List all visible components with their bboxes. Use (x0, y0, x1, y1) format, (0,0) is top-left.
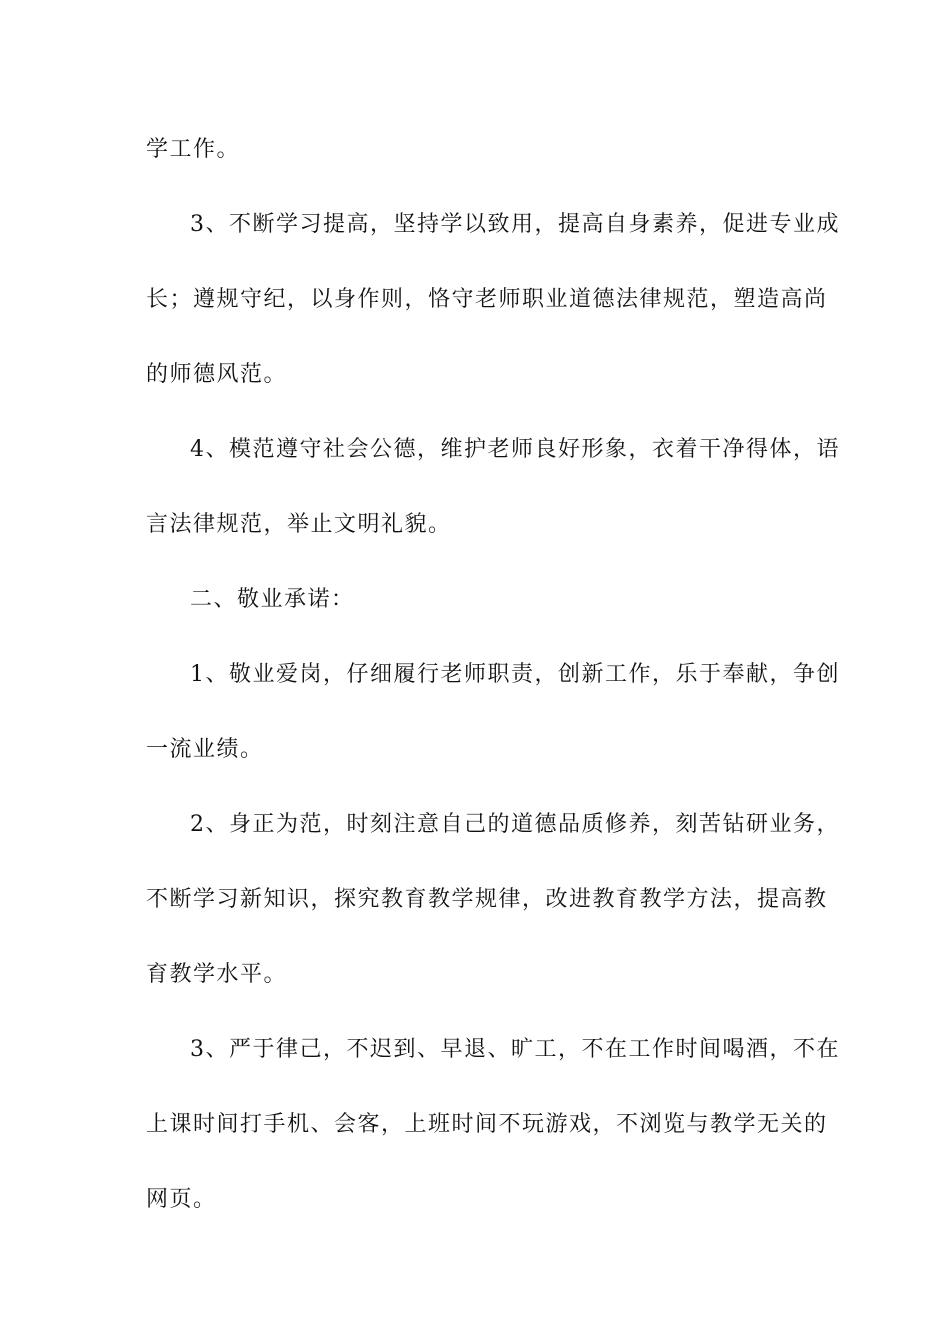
text-line: 不断学习新知识，探究教育教学规律，改进教育教学方法，提高教 (146, 887, 828, 912)
text-line: 学工作。 (146, 137, 241, 162)
paragraph-first-line: 1、敬业爱岗，仔细履行老师职责，创新工作，乐于奉献，争创 (190, 662, 840, 687)
paragraph-first-line: 3、不断学习提高，坚持学以致用，提高自身素养，促进专业成 (190, 212, 840, 237)
text-line: 育教学水平。 (146, 962, 288, 987)
section-heading: 二、敬业承诺： (190, 587, 355, 612)
paragraph-first-line: 2、身正为范，时刻注意自己的道德品质修养，刻苦钻研业务， (190, 812, 840, 837)
text-line: 长；遵规守纪，以身作则，恪守老师职业道德法律规范，塑造高尚 (146, 287, 828, 312)
paragraph-first-line: 3、严于律己，不迟到、早退、旷工，不在工作时间喝酒，不在 (190, 1037, 840, 1062)
text-line: 上课时间打手机、会客，上班时间不玩游戏，不浏览与教学无关的 (146, 1112, 828, 1137)
text-line: 一流业绩。 (146, 737, 264, 762)
paragraph-first-line: 4、模范遵守社会公德，维护老师良好形象，衣着干净得体，语 (190, 437, 840, 462)
text-line: 言法律规范，举止文明礼貌。 (146, 512, 452, 537)
text-line: 网页。 (146, 1187, 217, 1212)
text-line: 的师德风范。 (146, 362, 288, 387)
